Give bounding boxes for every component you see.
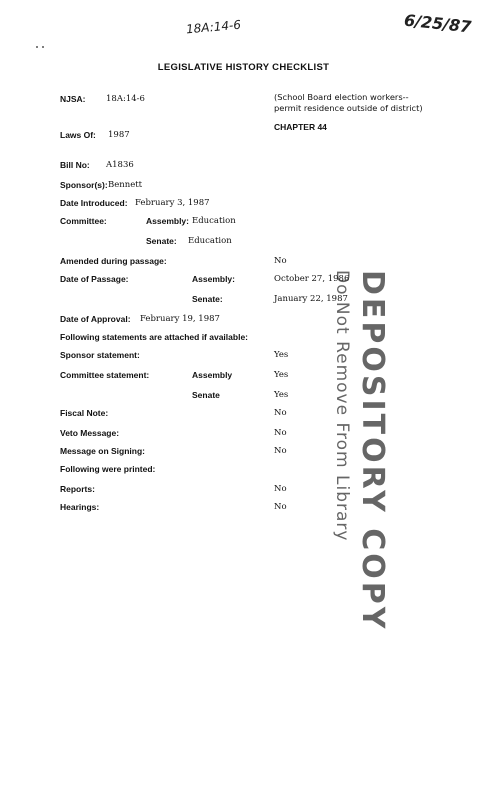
veto-message-value: No [274,428,287,438]
committee-statement-label: Committee statement: [60,370,150,380]
njsa-value: 18A:14-6 [106,94,145,104]
handwritten-citation: 18A:14-6 [185,17,242,37]
amended-label: Amended during passage: [60,256,167,266]
passage-senate-label: Senate: [192,294,223,304]
scan-speck [36,46,38,48]
chapter-label: CHAPTER 44 [274,122,327,132]
fiscal-note-label: Fiscal Note: [60,408,109,418]
amended-value: No [274,256,287,266]
hearings-value: No [274,502,287,512]
laws-of-label: Laws Of: [60,130,96,140]
sponsor-label: Sponsor(s): [60,180,108,190]
sponsor-statement-label: Sponsor statement: [60,350,140,360]
message-on-signing-value: No [274,446,287,456]
statement-senate-value: Yes [274,390,289,400]
passage-assembly-label: Assembly: [192,274,235,284]
hearings-label: Hearings: [60,502,100,512]
following-attached-heading: Following statements are attached if available: [60,332,248,342]
veto-message-label: Veto Message: [60,428,120,438]
stamp-line-2: Do Not Remove From Library [332,270,352,542]
description-line-2: permit residence outside of district) [274,103,423,113]
njsa-label: NJSA: [60,94,86,104]
committee-senate-value: Education [188,236,232,246]
laws-of-value: 1987 [108,130,130,140]
date-introduced-label: Date Introduced: [60,198,128,208]
scan-speck [42,46,44,48]
sponsor-statement-value: Yes [274,350,289,360]
message-on-signing-label: Message on Signing: [60,446,146,456]
committee-assembly-label: Assembly: [146,216,189,226]
passage-assembly-value: October 27, 1986 [274,274,350,284]
date-of-passage-label: Date of Passage: [60,274,129,284]
sponsor-value: Bennett [108,180,143,190]
description-line-1: (School Board election workers-- [274,92,409,102]
statement-assembly-label: Assembly [192,370,233,380]
committee-senate-label: Senate: [146,236,177,246]
committee-label: Committee: [60,216,107,226]
stamp-line-1: DEPOSITORY COPY [355,270,390,632]
date-of-approval-value: February 19, 1987 [140,314,220,324]
committee-assembly-value: Education [192,216,236,226]
following-printed-heading: Following were printed: [60,464,156,474]
depository-copy-stamp [320,270,390,632]
statement-assembly-value: Yes [274,370,289,380]
reports-label: Reports: [60,484,95,494]
bill-no-value: A1836 [106,160,134,170]
passage-senate-value: January 22, 1987 [274,294,348,304]
reports-value: No [274,484,287,494]
bill-no-label: Bill No: [60,160,90,170]
page-title: LEGISLATIVE HISTORY CHECKLIST [157,62,330,73]
bill-description [274,92,423,114]
date-introduced-value: February 3, 1987 [135,198,210,208]
fiscal-note-value: No [274,408,287,418]
handwritten-date: 6/25/87 [403,10,473,37]
date-of-approval-label: Date of Approval: [60,314,131,324]
statement-senate-label: Senate [192,390,220,400]
